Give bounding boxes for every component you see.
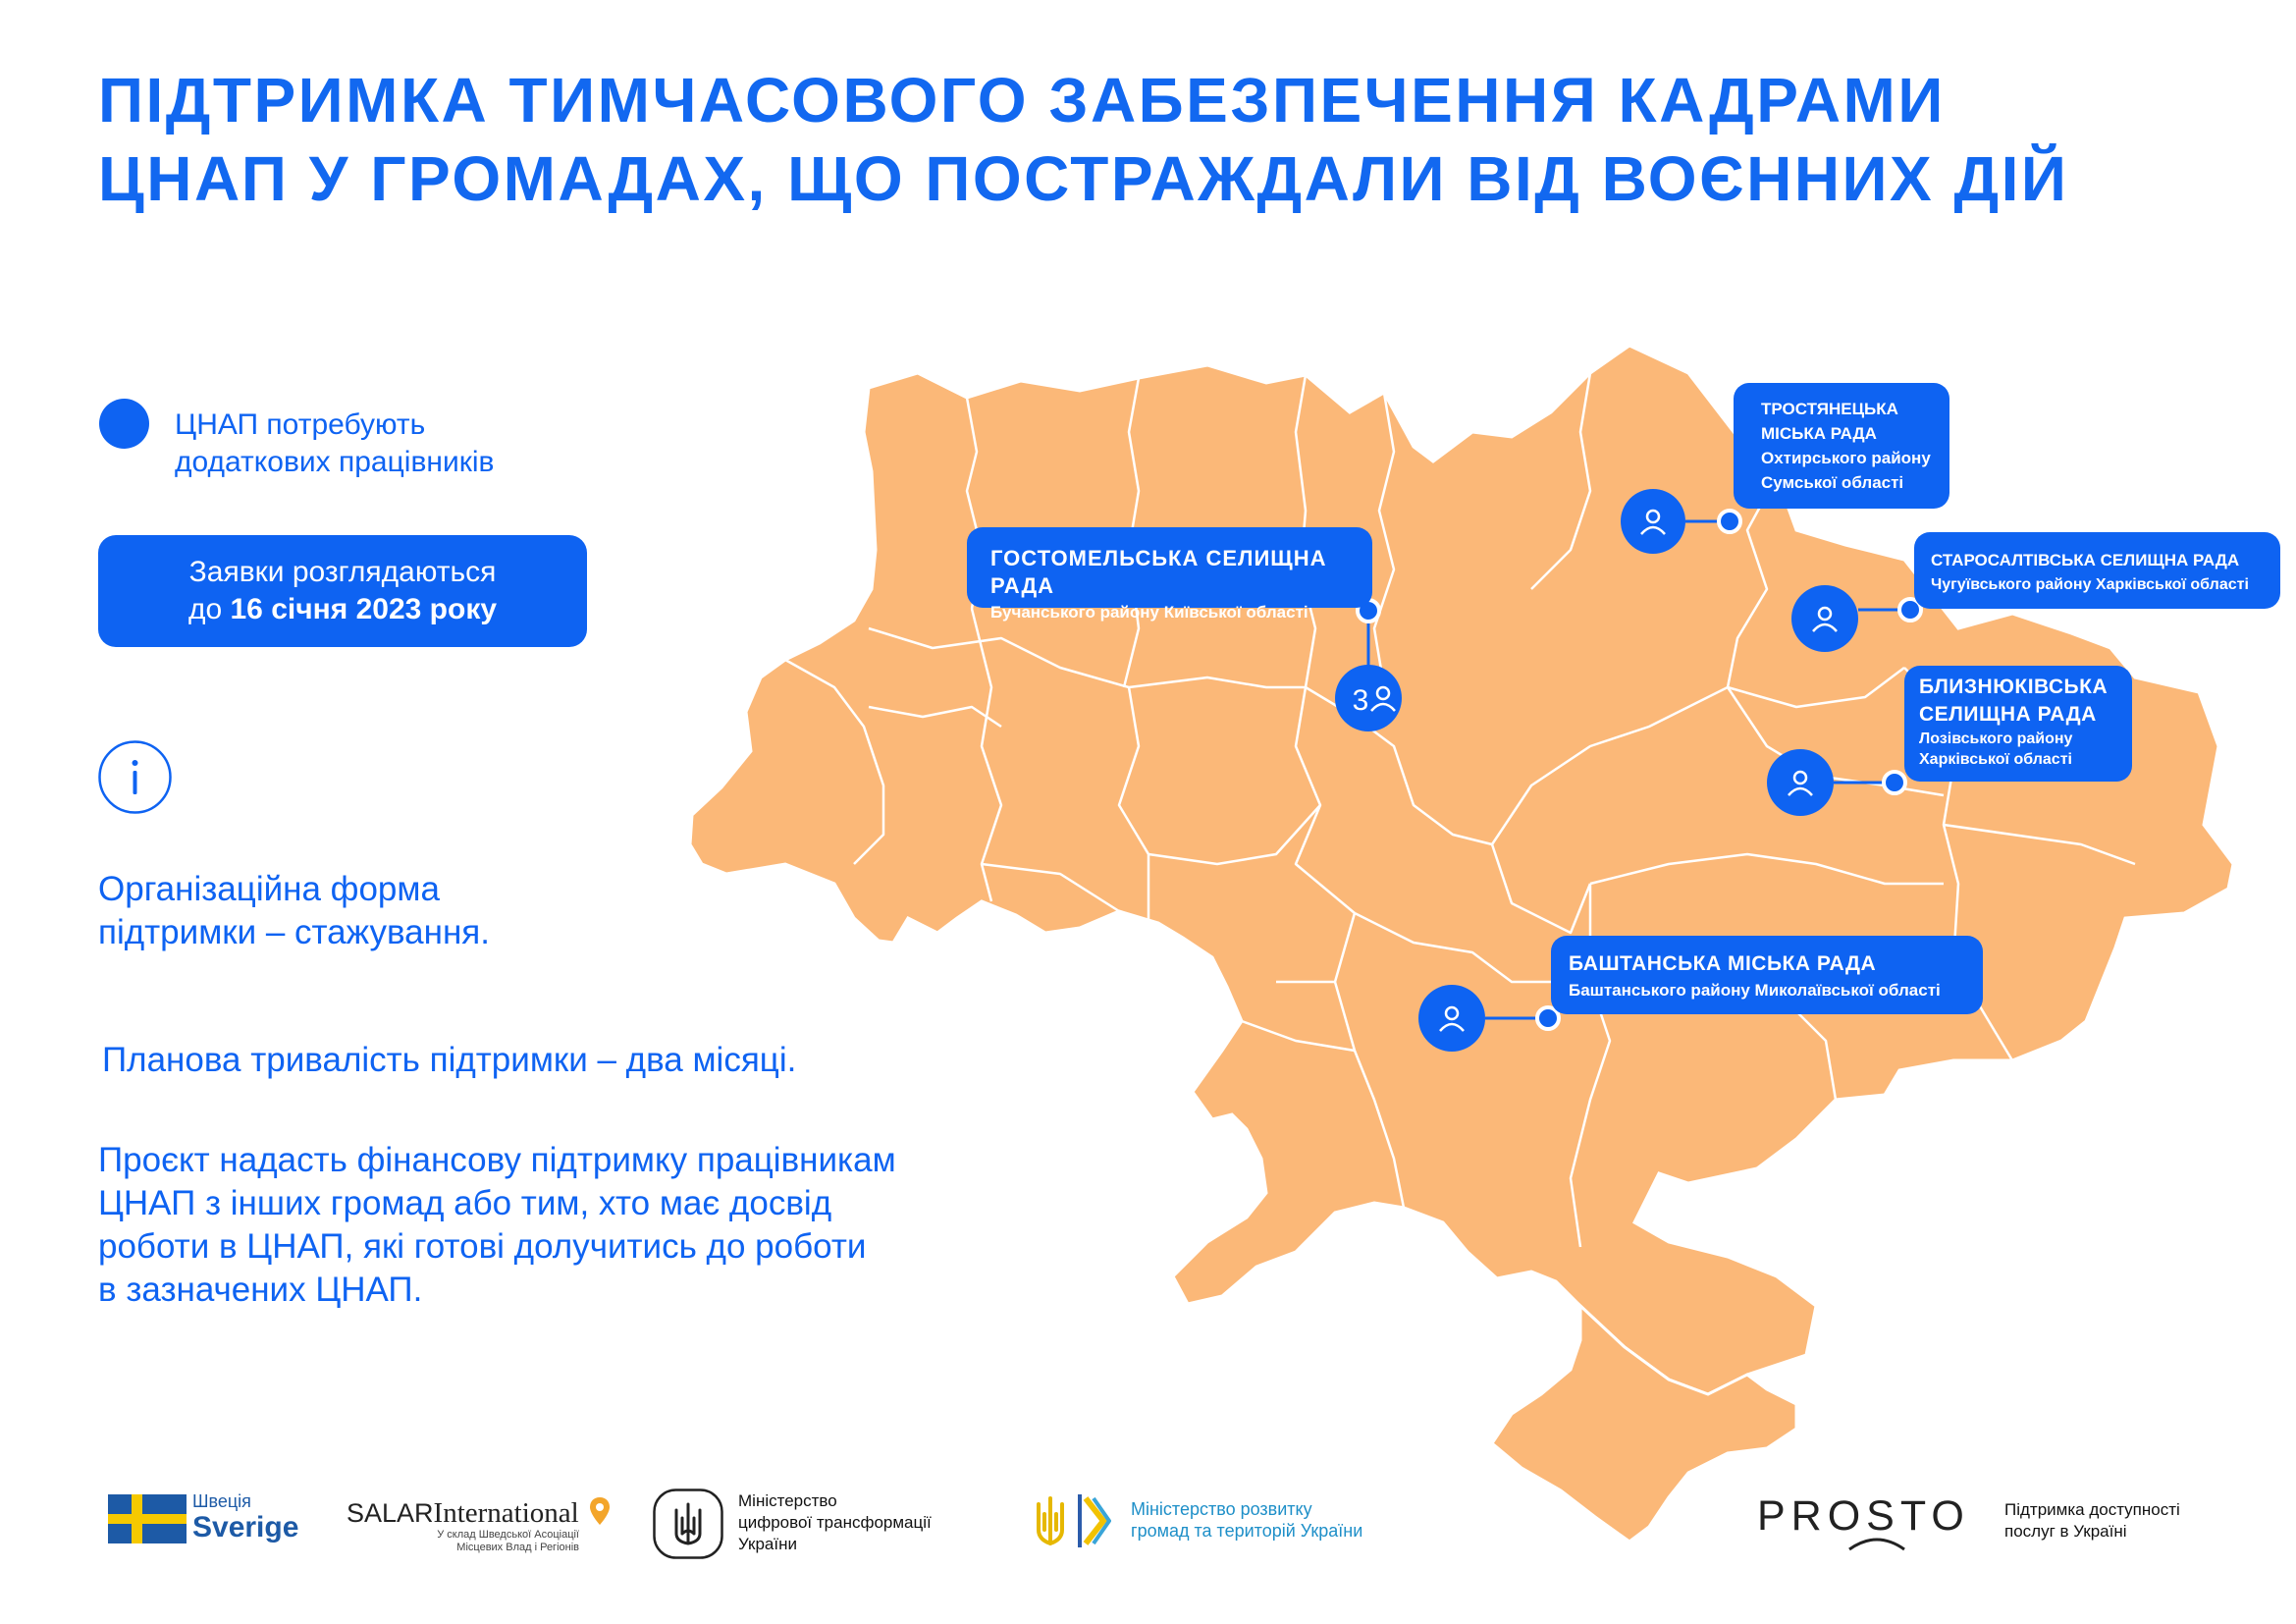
marker-trostianets <box>1621 489 1740 554</box>
callout-blyzniuky-line-2: СЕЛИЩНА РАДА <box>1919 703 2097 726</box>
salar-logo-sub-2: Місцевих Влад і Регіонів <box>456 1542 579 1553</box>
callout-starosaltiv <box>1914 532 2280 609</box>
info-paragraph-financing-line-2: ЦНАП з інших громад або тим, хто має досвід <box>98 1184 832 1222</box>
marker-bashtanka <box>1418 985 1559 1052</box>
mdt-logo-line-3: України <box>738 1535 797 1553</box>
info-paragraph-duration: Планова тривалість підтримки – два місяці. <box>102 1041 797 1079</box>
sweden-logo-text <box>192 1491 298 1544</box>
legend-label-line-1: ЦНАП потребують <box>175 408 426 441</box>
mrgt-logo-line-1: Міністерство розвитку <box>1131 1499 1312 1519</box>
callout-blyzniuky-line-4: Харківської області <box>1919 751 2072 768</box>
mdt-logo-text <box>738 1490 932 1555</box>
callout-trostianets-line-1: ТРОСТЯНЕЦЬКА <box>1761 400 1898 418</box>
ukraine-trident-icon <box>653 1489 723 1559</box>
prosto-smile-icon <box>1845 1534 1908 1551</box>
sweden-flag-icon <box>108 1494 187 1543</box>
marker-blyzniuky <box>1767 749 1905 816</box>
salar-logo <box>347 1497 579 1530</box>
callout-bashtanka <box>1551 936 1983 1014</box>
sweden-logo-line-2: Sverige <box>192 1511 299 1543</box>
prosto-logo: PROSTO <box>1757 1492 1970 1540</box>
callout-gostomel <box>967 527 1372 622</box>
callout-blyzniuky-line-1: БЛИЗНЮКІВСЬКА <box>1919 676 2109 698</box>
callout-starosaltiv-name: СТАРОСАЛТІВСЬКА СЕЛИЩНА РАДА <box>1931 551 2240 569</box>
mrgt-logo-text <box>1131 1498 1362 1542</box>
salar-logo-sub-1: У склад Шведської Асоціації <box>437 1529 579 1541</box>
callout-trostianets-line-3: Охтирського району <box>1761 449 1931 467</box>
pin-trostianets <box>1719 511 1740 532</box>
callout-bashtanka-sub: Баштанського району Миколаївської області <box>1569 981 1941 1000</box>
callout-gostomel-sub: Бучанського району Київської області <box>990 603 1308 622</box>
deadline-date: 16 січня 2023 року <box>230 593 498 625</box>
ukraine-trident-icon <box>1031 1494 1070 1548</box>
callout-starosaltiv-sub: Чугуївського району Харківської області <box>1931 576 2249 593</box>
callout-trostianets-line-2: МІСЬКА РАДА <box>1761 424 1877 443</box>
prosto-tagline-line-2: послуг в Україні <box>2004 1522 2127 1541</box>
info-paragraph-form-line-1: Організаційна форма <box>98 870 440 908</box>
salar-logo-name-2: International <box>433 1497 579 1529</box>
deadline-prefix: до <box>187 593 231 625</box>
mrgt-logo-line-2: громад та територій України <box>1131 1521 1363 1541</box>
info-paragraph-financing-line-3: роботи в ЦНАП, які готові долучитись до роботи <box>98 1227 867 1266</box>
info-paragraph-financing-line-4: в зазначених ЦНАП. <box>98 1271 423 1309</box>
pin-blyzniuky <box>1884 772 1905 793</box>
pin-bashtanka <box>1537 1007 1559 1029</box>
title-line-2: ЦНАП У ГРОМАДАХ, ЩО ПОСТРАЖДАЛИ ВІД ВОЄННИХ ДІЙ <box>98 143 2069 214</box>
info-paragraph-form-line-2: підтримки – стажування. <box>98 913 490 951</box>
deadline-line-1: Заявки розглядаються <box>188 556 497 588</box>
legend-label-line-2: додаткових працівників <box>175 446 495 478</box>
salar-logo-name-1: SALAR <box>347 1498 434 1528</box>
mdt-logo-line-1: Міністерство <box>738 1491 837 1510</box>
callout-trostianets-line-4: Сумської області <box>1761 473 1904 492</box>
marker-gostomel-count: 3 <box>1352 684 1369 717</box>
salar-pin-icon <box>589 1496 611 1526</box>
callout-blyzniuky <box>1904 666 2132 782</box>
sweden-logo-line-1: Швеція <box>192 1491 251 1511</box>
callout-bashtanka-name: БАШТАНСЬКА МІСЬКА РАДА <box>1569 952 1877 975</box>
info-paragraph-financing-line-1: Проєкт надасть фінансову підтримку працівникам <box>98 1141 896 1179</box>
marker-starosaltiv <box>1791 585 1921 652</box>
callout-trostianets <box>1734 383 1949 509</box>
chevron-logo-icon <box>1076 1492 1111 1549</box>
callout-blyzniuky-line-3: Лозівського району <box>1919 731 2073 747</box>
mdt-logo-line-2: цифрової трансформації <box>738 1513 932 1532</box>
title-line-1: ПІДТРИМКА ТИМЧАСОВОГО ЗАБЕЗПЕЧЕННЯ КАДРАМИ <box>98 65 1946 135</box>
prosto-tagline <box>2004 1499 2180 1543</box>
prosto-tagline-line-1: Підтримка доступності <box>2004 1500 2180 1519</box>
salar-logo-subtitle <box>432 1529 579 1554</box>
callout-gostomel-name: ГОСТОМЕЛЬСЬКА СЕЛИЩНА РАДА <box>990 546 1327 598</box>
